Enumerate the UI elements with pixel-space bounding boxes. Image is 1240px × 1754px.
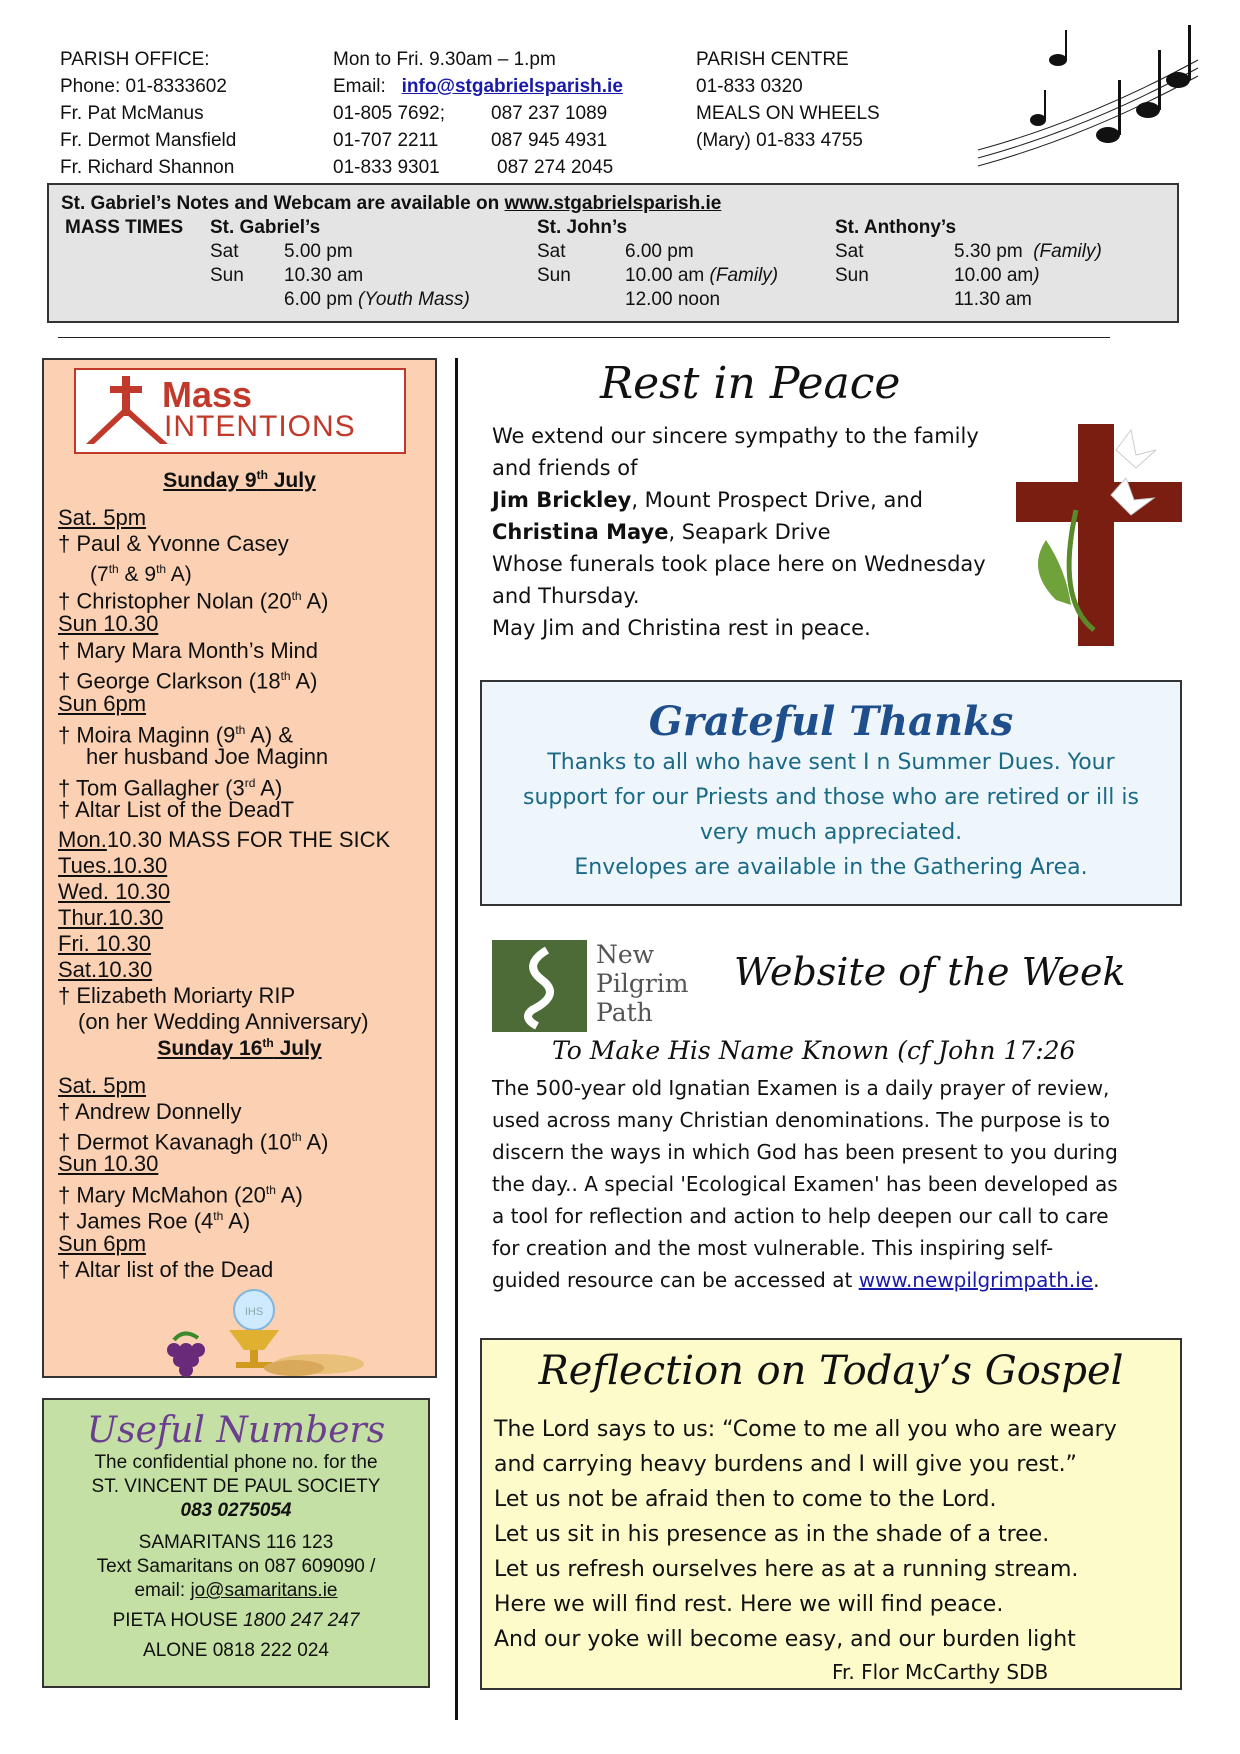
johns-sun-time — [625, 265, 778, 287]
useful-line: SAMARITANS 116 123 — [138, 1532, 334, 1553]
tues-mass: Tues.10.30 — [58, 853, 168, 878]
header-col-office — [60, 46, 236, 181]
priest-name-1: Fr. Pat McManus — [60, 103, 204, 124]
sunday-1-sup: th — [256, 468, 268, 482]
sun-1030-2: Sun 10.30 — [58, 1151, 159, 1176]
anthonys-sun-time — [954, 265, 1040, 287]
centre-label: PARISH CENTRE — [696, 49, 849, 70]
anthonys-name: St. Anthony’s — [835, 217, 957, 238]
sunday-1-heading — [44, 468, 435, 493]
anthonys-sun-close: ) — [1033, 265, 1040, 286]
johns-family-note: (Family) — [709, 265, 779, 286]
gabriels-sat: Sat — [210, 241, 239, 262]
music-notes-icon — [968, 20, 1208, 180]
website-subtitle: To Make His Name Known (cf John 17:26 — [552, 1036, 1076, 1065]
reflection-line: Let us not be afraid then to come to the Lord. — [494, 1487, 997, 1512]
johns-sat-time: 6.00 pm — [625, 241, 694, 262]
email-row — [333, 73, 623, 100]
intention-line: † Andrew Donnelly — [58, 1099, 242, 1124]
deceased-name: Jim Brickley — [492, 488, 632, 512]
email-label: Email: — [333, 76, 386, 97]
wed-mass: Wed. 10.30 — [58, 879, 171, 904]
useful-line: ALONE 0818 222 024 — [143, 1640, 329, 1661]
logo-mass: Mass — [162, 374, 253, 415]
rip-line: Christina Maye, Seapark Drive — [492, 520, 831, 544]
gabriels-youth-note: (Youth Mass) — [357, 289, 470, 310]
reflection-title: Reflection on Today’s Gospel — [538, 1348, 1124, 1394]
priest-phone-2b: 087 945 4931 — [491, 130, 608, 151]
reflection-line: Let us sit in his presence as in the shade of a tree. — [494, 1522, 1050, 1547]
anthonys-sun: Sun — [835, 265, 869, 286]
pieta-label: PIETA HOUSE — [112, 1610, 244, 1631]
priest-phone-3a: 01-833 9301 — [333, 157, 440, 178]
header-col-centre — [696, 46, 880, 154]
priest-name-2: Fr. Dermot Mansfield — [60, 130, 237, 151]
johns-sat: Sat — [537, 241, 566, 262]
sunday-2-heading: Sunday 16th July — [157, 1036, 322, 1060]
useful-line: ST. VINCENT DE PAUL SOCIETY — [91, 1476, 381, 1497]
sunday-1-day: Sunday 9 — [163, 469, 257, 492]
priest-phone-2a: 01-707 2211 — [333, 130, 439, 151]
gabriels-sun-time2 — [284, 289, 470, 311]
intention-line: † Altar list of the Dead — [58, 1257, 274, 1282]
npp-logo-text — [596, 940, 688, 1027]
useful-numbers-title: Useful Numbers — [86, 1410, 386, 1451]
email-link[interactable]: info@stgabrielsparish.ie — [401, 76, 623, 97]
notes-url[interactable]: www.stgabrielsparish.ie — [504, 193, 722, 214]
reflection-line: Here we will find rest. Here we will find peace. — [494, 1592, 1004, 1617]
gabriels-youth-time: 6.00 pm — [284, 289, 353, 310]
notes-row — [61, 193, 721, 215]
thanks-line: Envelopes are available in the Gathering Area. — [574, 855, 1088, 880]
intention-line: (7th & 9th A) — [90, 562, 192, 586]
anthonys-sat: Sat — [835, 241, 864, 262]
church-cross-icon — [82, 374, 172, 448]
mass-times-box — [47, 183, 1179, 323]
sun-6pm: Sun 6pm — [58, 691, 147, 716]
useful-line: The confidential phone no. for the — [94, 1452, 378, 1473]
logo-intentions: INTENTIONS — [164, 410, 356, 443]
cross-lily-icon — [1016, 420, 1182, 650]
email-label: email: — [134, 1580, 191, 1601]
rip-line: May Jim and Christina rest in peace. — [492, 616, 871, 640]
johns-sun-time-value: 10.00 am — [625, 265, 705, 286]
website-url-link[interactable]: www.newpilgrimpath.ie — [858, 1268, 1094, 1292]
thanks-title: Grateful Thanks — [648, 698, 1014, 745]
sunday-1-month: July — [267, 469, 316, 492]
logo-word: New — [596, 940, 655, 969]
website-line: used across many Christian denominations. The purpose is to — [492, 1108, 1110, 1132]
website-line: guided resource can be accessed at www.newpilgrimpath.ie. — [492, 1268, 1100, 1292]
sat-5pm-2: Sat. 5pm — [58, 1073, 147, 1098]
useful-numbers-box — [42, 1398, 430, 1688]
new-pilgrim-path-logo — [492, 940, 587, 1032]
reflection-line: and carrying heavy burdens and I will give you rest.” — [494, 1452, 1077, 1477]
sat-mass: Sat.10.30 — [58, 957, 153, 982]
pieta-phone: 1800 247 247 — [243, 1610, 360, 1631]
gabriels-name: St. Gabriel’s — [210, 217, 321, 238]
svp-phone: 083 0275054 — [180, 1500, 292, 1521]
website-line: The 500-year old Ignatian Examen is a daily prayer of review, — [492, 1076, 1110, 1100]
intention-line: † Paul & Yvonne Casey — [58, 531, 289, 556]
anthonys-sat-time-value: 5.30 pm — [954, 241, 1023, 262]
intention-line: (on her Wedding Anniversary) — [78, 1009, 369, 1034]
website-text — [492, 1072, 1172, 1296]
mass-intentions-logo — [74, 368, 406, 454]
grateful-thanks-box — [480, 680, 1182, 906]
logo-word: Pilgrim — [596, 969, 689, 998]
rip-line: We extend our sincere sympathy to the family — [492, 424, 979, 448]
rip-line: and Thursday. — [492, 584, 640, 608]
gabriels-sun-time: 10.30 am — [284, 265, 364, 286]
anthonys-sun-time-value: 10.00 am — [954, 265, 1034, 286]
intention-line: † Altar List of the DeadT — [58, 797, 295, 822]
gabriels-sat-time: 5.00 pm — [284, 241, 353, 262]
anthonys-sun-time2: 11.30 am — [954, 289, 1032, 310]
office-hours: Mon to Fri. 9.30am – 1.pm — [333, 49, 556, 70]
intention-line: † Christopher Nolan (20th A) — [58, 588, 329, 614]
intention-line: her husband Joe Maginn — [86, 744, 329, 769]
priest-phone-1b: 087 237 1089 — [491, 103, 608, 124]
rip-line: Jim Brickley, Mount Prospect Drive, and — [492, 488, 923, 512]
host-label: IHS — [244, 1306, 264, 1318]
meals-label: MEALS ON WHEELS — [696, 103, 880, 124]
sun-1030: Sun 10.30 — [58, 611, 159, 636]
sat-5pm — [58, 504, 146, 531]
website-line: discern the ways in which God has been present to you during — [492, 1140, 1118, 1164]
reflection-line: Let us refresh ourselves here as at a running stream. — [494, 1557, 1079, 1582]
intention-line: † Mary McMahon (20th A) — [58, 1182, 303, 1208]
intention-line: † James Roe (4th A) — [58, 1208, 251, 1234]
mass-intentions-box — [42, 358, 437, 1378]
anthonys-family-note: (Family) — [1033, 241, 1102, 262]
intention-line: † Moira Maginn (9th A) & — [58, 722, 294, 748]
intention-line: † Tom Gallagher (3rd A) — [58, 775, 283, 801]
website-of-week-title: Website of the Week — [734, 950, 1126, 994]
website-line: the day.. A special 'Ecological Examen' has been developed as — [492, 1172, 1118, 1196]
reflection-text — [494, 1412, 1164, 1657]
logo-word: Path — [596, 998, 653, 1027]
website-line: a tool for reflection and action to help deepen our call to care — [492, 1204, 1109, 1228]
anthonys-sat-time — [954, 241, 1102, 263]
johns-sun-time2: 12.00 noon — [625, 289, 721, 310]
column-divider — [455, 358, 458, 1720]
intention-line: † George Clarkson (18th A) — [58, 668, 318, 694]
rip-line: and friends of — [492, 456, 638, 480]
priest-phone-1a: 01-805 7692; — [333, 103, 445, 124]
thanks-line: support for our Priests and those who are retired or ill is — [523, 785, 1139, 810]
intention-line: † Elizabeth Moriarty RIP — [58, 983, 296, 1008]
reflection-signature: Fr. Flor McCarthy SDB — [832, 1660, 1049, 1684]
reflection-line: The Lord says to us: “Come to me all you who are weary — [494, 1417, 1117, 1442]
reflection-line: And our yoke will become easy, and our burden light — [494, 1627, 1076, 1652]
sun-6pm-2: Sun 6pm — [58, 1231, 147, 1256]
thanks-line: Thanks to all who have sent I n Summer Dues. Your — [547, 750, 1115, 775]
notes-text: St. Gabriel’s Notes and Webcam are available on — [61, 193, 500, 214]
eucharist-icon — [114, 1288, 374, 1378]
johns-sun: Sun — [537, 265, 571, 286]
useful-line: Text Samaritans on 087 609090 / — [96, 1556, 376, 1577]
thanks-line: very much appreciated. — [699, 820, 963, 845]
fri-mass: Fri. 10.30 — [58, 931, 151, 956]
header-col-mobile — [491, 100, 613, 181]
path-icon — [492, 940, 587, 1032]
rip-line: Whose funerals took place here on Wednesday — [492, 552, 986, 576]
rip-title: Rest in Peace — [600, 358, 901, 409]
mon-mass: Mon.10.30 MASS FOR THE SICK — [58, 827, 391, 852]
centre-phone: 01-833 0320 — [696, 76, 803, 97]
intention-line: † Mary Mara Month’s Mind — [58, 638, 319, 663]
priest-name-3: Fr. Richard Shannon — [60, 157, 235, 178]
gabriels-sun: Sun — [210, 265, 244, 286]
pieta-row — [44, 1609, 428, 1633]
johns-name: St. John’s — [537, 217, 628, 238]
reflection-box — [480, 1338, 1182, 1690]
office-label: PARISH OFFICE: — [60, 49, 210, 70]
deceased-name: Christina Maye — [492, 520, 669, 544]
thur-mass: Thur.10.30 — [58, 905, 164, 930]
meals-phone: (Mary) 01-833 4755 — [696, 130, 863, 151]
sat-5pm-label: Sat. 5pm — [58, 505, 147, 530]
rip-text — [492, 420, 1012, 644]
office-phone: Phone: 01-8333602 — [60, 76, 227, 97]
samaritans-email[interactable]: jo@samaritans.ie — [190, 1580, 338, 1601]
mass-times-label: MASS TIMES — [65, 217, 184, 238]
website-line: for creation and the most vulnerable. This inspiring self- — [492, 1236, 1054, 1260]
priest-phone-3b: 087 274 2045 — [497, 157, 614, 178]
email-row — [44, 1579, 428, 1603]
separator-line — [58, 337, 1110, 338]
intention-line: † Dermot Kavanagh (10th A) — [58, 1129, 329, 1155]
